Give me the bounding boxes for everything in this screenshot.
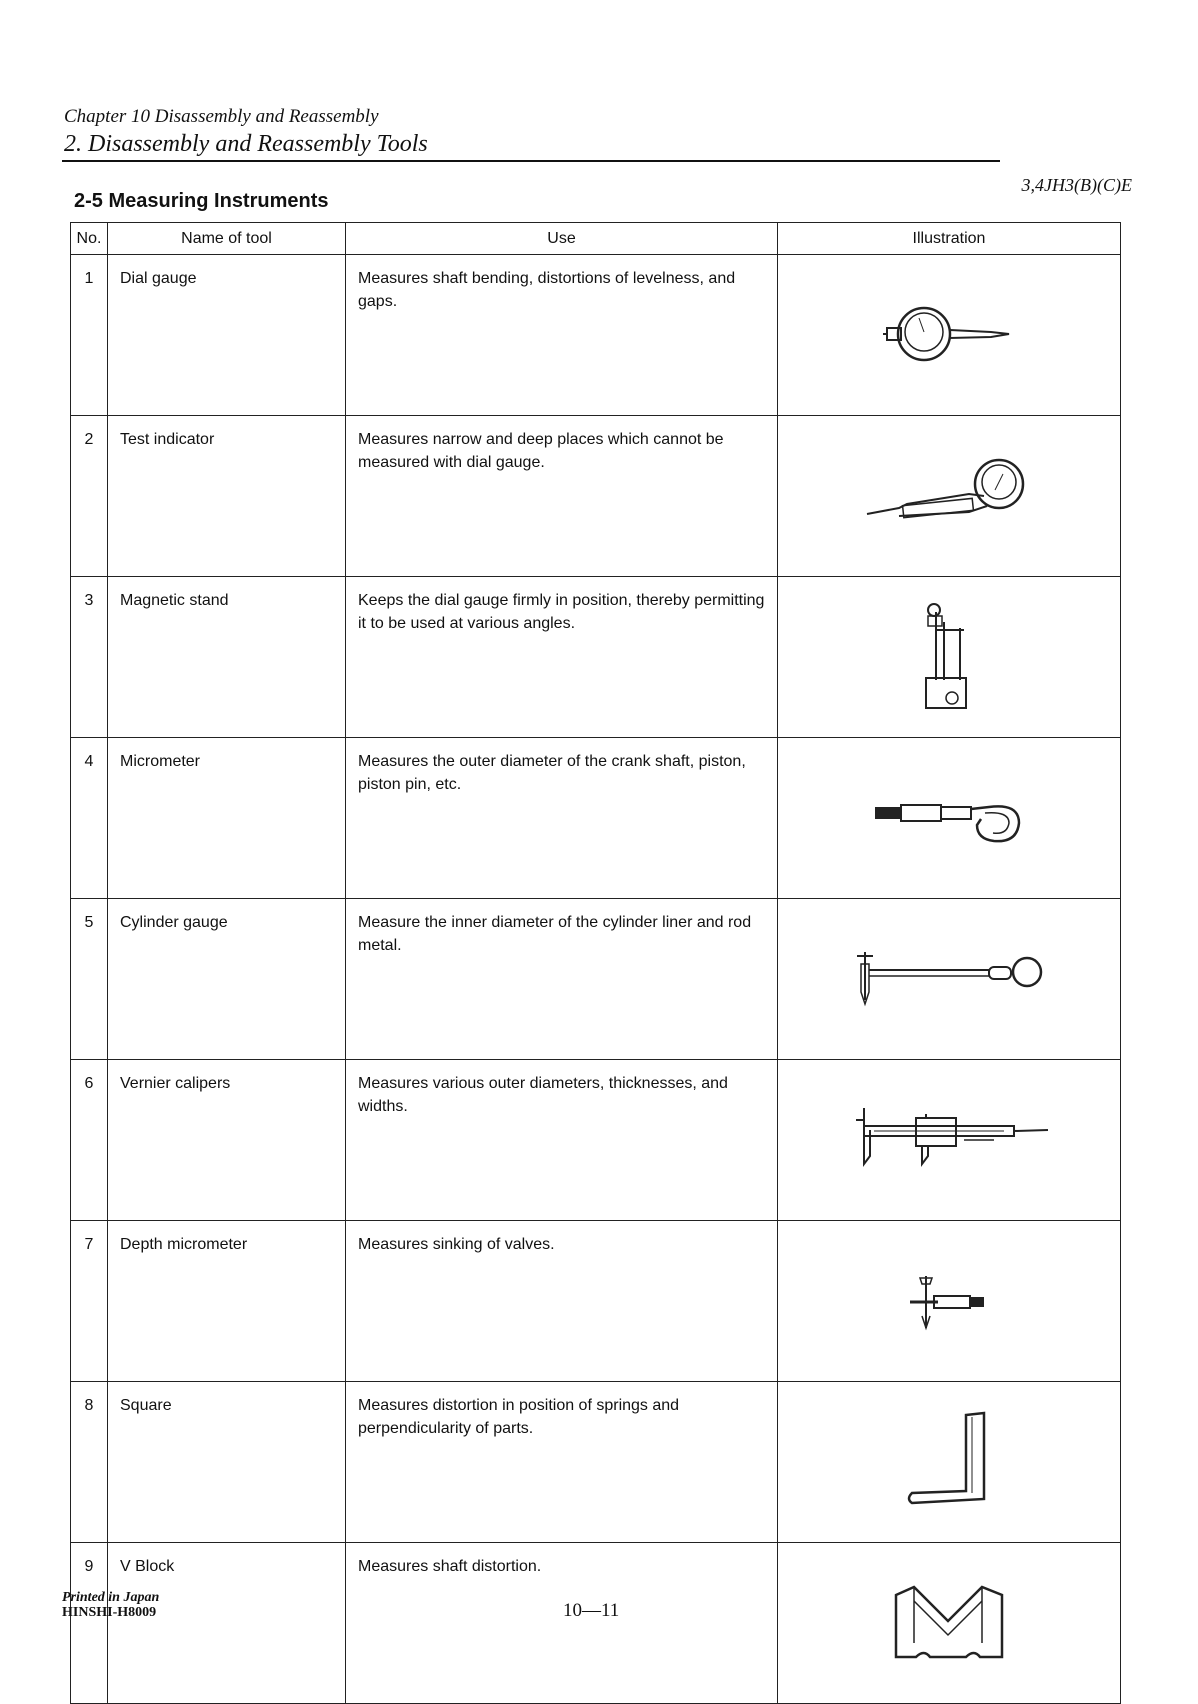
- illustration-cell: [778, 1543, 1121, 1704]
- column-header-name: Name of tool: [108, 223, 346, 255]
- illustration-cell: [778, 738, 1121, 899]
- tool-name: Magnetic stand: [108, 577, 346, 738]
- depth-micrometer-icon: [904, 1266, 994, 1336]
- header-rule: [62, 160, 1000, 162]
- tool-name: Depth micrometer: [108, 1221, 346, 1382]
- tool-use: Measures shaft distortion.: [346, 1543, 778, 1704]
- tool-use: Measures distortion in position of springs and perpendicularity of parts.: [346, 1382, 778, 1543]
- column-header-no: No.: [71, 223, 108, 255]
- illustration-cell: [778, 1382, 1121, 1543]
- model-code: 3,4JH3(B)(C)E: [1021, 175, 1132, 195]
- tool-use: Keeps the dial gauge firmly in position, thereby permitting it to be used at various angles.: [346, 577, 778, 738]
- table-row: [71, 899, 1121, 1060]
- tool-use: Measures narrow and deep places which cannot be measured with dial gauge.: [346, 416, 778, 577]
- footer-print-info: [62, 1590, 159, 1620]
- tool-name: Test indicator: [108, 416, 346, 577]
- tool-name: Micrometer: [108, 738, 346, 899]
- table-row: [71, 577, 1121, 738]
- tool-use: Measures shaft bending, distortions of levelness, and gaps.: [346, 255, 778, 416]
- row-number: 7: [71, 1221, 108, 1382]
- table-row: [71, 1221, 1121, 1382]
- row-number: 8: [71, 1382, 108, 1543]
- table-row: [71, 1060, 1121, 1221]
- tool-name: V Block: [108, 1543, 346, 1704]
- chapter-title: Chapter 10 Disassembly and Reassembly: [64, 106, 379, 127]
- dial-gauge-icon: [879, 300, 1019, 370]
- magnetic-stand-icon: [914, 602, 984, 712]
- illustration-cell: [778, 416, 1121, 577]
- illustration-cell: [778, 1221, 1121, 1382]
- test-indicator-icon: [859, 456, 1039, 536]
- tool-use: Measures various outer diameters, thicknesses, and widths.: [346, 1060, 778, 1221]
- illustration-cell: [778, 577, 1121, 738]
- row-number: 9: [71, 1543, 108, 1704]
- table-row: [71, 738, 1121, 899]
- illustration-cell: [778, 255, 1121, 416]
- v-block-icon: [884, 1573, 1014, 1673]
- tool-use: Measures sinking of valves.: [346, 1221, 778, 1382]
- tool-name: Vernier calipers: [108, 1060, 346, 1221]
- illustration-cell: [778, 1060, 1121, 1221]
- tool-use: Measures the outer diameter of the crank shaft, piston, piston pin, etc.: [346, 738, 778, 899]
- document-code: HINSHI-H8009: [62, 1605, 157, 1620]
- table-row: [71, 1382, 1121, 1543]
- column-header-illustration: Illustration: [778, 223, 1121, 255]
- row-number: 1: [71, 255, 108, 416]
- column-header-use: Use: [346, 223, 778, 255]
- table-row: [71, 1543, 1121, 1704]
- tool-name: Square: [108, 1382, 346, 1543]
- tool-name: Cylinder gauge: [108, 899, 346, 1060]
- section-title: 2. Disassembly and Reassembly Tools: [64, 131, 428, 157]
- measuring-instruments-table: [70, 222, 1121, 1704]
- table-row: [71, 416, 1121, 577]
- row-number: 6: [71, 1060, 108, 1221]
- row-number: 5: [71, 899, 108, 1060]
- table-row: [71, 255, 1121, 416]
- printed-in-japan: Printed in Japan: [62, 1590, 160, 1605]
- illustration-cell: [778, 899, 1121, 1060]
- table-header-row: [71, 223, 1121, 255]
- vernier-calipers-icon: [844, 1100, 1054, 1180]
- cylinder-gauge-icon: [849, 944, 1049, 1014]
- micrometer-icon: [869, 783, 1029, 853]
- page-number: 10—11: [563, 1600, 620, 1621]
- row-number: 2: [71, 416, 108, 577]
- row-number: 3: [71, 577, 108, 738]
- subsection-title: 2-5 Measuring Instruments: [74, 190, 329, 212]
- tool-name: Dial gauge: [108, 255, 346, 416]
- square-icon: [894, 1407, 1004, 1517]
- tool-use: Measure the inner diameter of the cylinder liner and rod metal.: [346, 899, 778, 1060]
- row-number: 4: [71, 738, 108, 899]
